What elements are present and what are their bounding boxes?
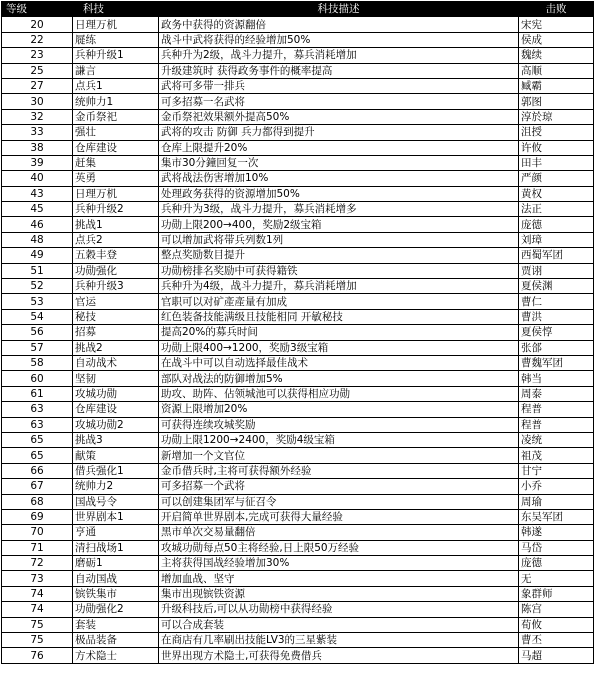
table-row <box>2 355 594 370</box>
header-description: 科技描述 <box>159 2 519 17</box>
level-cell: 54 <box>2 309 73 324</box>
level-cell: 75 <box>2 633 73 648</box>
level-cell: 58 <box>2 355 73 370</box>
defeat-cell: 庞德 <box>519 556 594 571</box>
level-cell: 74 <box>2 586 73 601</box>
description-cell: 在战斗中可以自动选择最佳战术 <box>159 355 519 370</box>
table-row <box>2 48 594 63</box>
defeat-cell: 曹丕 <box>519 633 594 648</box>
tech-name-cell: 兵种升级3 <box>73 279 159 294</box>
table-row <box>2 202 594 217</box>
level-cell: 56 <box>2 325 73 340</box>
table-row <box>2 479 594 494</box>
table-row <box>2 463 594 478</box>
description-cell: 兵种升为3级，战斗力提升，募兵消耗增多 <box>159 202 519 217</box>
level-cell: 72 <box>2 556 73 571</box>
defeat-cell: 韩遂 <box>519 525 594 540</box>
defeat-cell: 祖茂 <box>519 448 594 463</box>
tech-name-cell: 强壮 <box>73 125 159 140</box>
level-cell: 51 <box>2 263 73 278</box>
description-cell: 集市30分鐘回复一次 <box>159 155 519 170</box>
defeat-cell: 刘璋 <box>519 232 594 247</box>
description-cell: 部队对战法的防御增加5% <box>159 371 519 386</box>
defeat-cell: 贾诩 <box>519 263 594 278</box>
description-cell: 助攻、助阵、佔领城池可以获得相应功勋 <box>159 386 519 401</box>
defeat-cell: 严颜 <box>519 171 594 186</box>
description-cell: 金币祭祀效果额外提高50% <box>159 109 519 124</box>
table-row <box>2 279 594 294</box>
tech-name-cell: 仓库建设 <box>73 402 159 417</box>
description-cell: 世界出现方术隐士,可获得免费借兵 <box>159 648 519 663</box>
table-row <box>2 340 594 355</box>
table-row <box>2 402 594 417</box>
table-row <box>2 232 594 247</box>
description-cell: 可以合成套装 <box>159 617 519 632</box>
level-cell: 20 <box>2 17 73 32</box>
header-defeat: 击败 <box>519 2 594 17</box>
defeat-cell: 沮授 <box>519 125 594 140</box>
tech-name-cell: 招募 <box>73 325 159 340</box>
level-cell: 63 <box>2 417 73 432</box>
description-cell: 可多招募一个武将 <box>159 479 519 494</box>
tech-name-cell: 世界剧本1 <box>73 509 159 524</box>
description-cell: 可以增加武将带兵列数1列 <box>159 232 519 247</box>
tech-name-cell: 挑战2 <box>73 340 159 355</box>
tech-name-cell: 自动战术 <box>73 355 159 370</box>
defeat-cell: 夏侯渊 <box>519 279 594 294</box>
description-cell: 整点奖励数目提升 <box>159 248 519 263</box>
tech-name-cell: 统帅力2 <box>73 479 159 494</box>
level-cell: 70 <box>2 525 73 540</box>
tech-name-cell: 点兵1 <box>73 78 159 93</box>
level-cell: 39 <box>2 155 73 170</box>
table-body <box>2 17 594 663</box>
tech-name-cell: 挑战3 <box>73 432 159 447</box>
level-cell: 46 <box>2 217 73 232</box>
tech-name-cell: 方术隐士 <box>73 648 159 663</box>
tech-name-cell: 兵种升级1 <box>73 48 159 63</box>
table-row <box>2 386 594 401</box>
level-cell: 32 <box>2 109 73 124</box>
level-cell: 52 <box>2 279 73 294</box>
tech-name-cell: 赶集 <box>73 155 159 170</box>
defeat-cell: 庞德 <box>519 217 594 232</box>
tech-name-cell: 国战号令 <box>73 494 159 509</box>
level-cell: 60 <box>2 371 73 386</box>
defeat-cell: 宋宪 <box>519 17 594 32</box>
level-cell: 74 <box>2 602 73 617</box>
defeat-cell: 曹仁 <box>519 294 594 309</box>
table-row <box>2 171 594 186</box>
tech-name-cell: 日理万机 <box>73 17 159 32</box>
level-cell: 40 <box>2 171 73 186</box>
table-row <box>2 263 594 278</box>
table-row <box>2 78 594 93</box>
description-cell: 功勋榜排名奖励中可获得籍铁 <box>159 263 519 278</box>
level-cell: 66 <box>2 463 73 478</box>
table-row <box>2 371 594 386</box>
tech-name-cell: 攻城功勋2 <box>73 417 159 432</box>
level-cell: 67 <box>2 479 73 494</box>
defeat-cell: 高顺 <box>519 63 594 78</box>
defeat-cell: 程普 <box>519 402 594 417</box>
level-cell: 68 <box>2 494 73 509</box>
level-cell: 33 <box>2 125 73 140</box>
tech-name-cell: 功勋强化 <box>73 263 159 278</box>
table-row <box>2 32 594 47</box>
tech-table <box>1 1 594 664</box>
description-cell: 主将获得国战经验增加30% <box>159 556 519 571</box>
table-row <box>2 325 594 340</box>
tech-name-cell: 英勇 <box>73 171 159 186</box>
table-row <box>2 294 594 309</box>
table-row <box>2 633 594 648</box>
tech-name-cell: 挑战1 <box>73 217 159 232</box>
description-cell: 金币借兵时,主将可获得额外经验 <box>159 463 519 478</box>
level-cell: 27 <box>2 78 73 93</box>
defeat-cell: 东吴军团 <box>519 509 594 524</box>
table-row <box>2 509 594 524</box>
level-cell: 73 <box>2 571 73 586</box>
defeat-cell: 田丰 <box>519 155 594 170</box>
description-cell: 升级科技后,可以从功勋榜中获得经验 <box>159 602 519 617</box>
table-row <box>2 63 594 78</box>
table-row <box>2 525 594 540</box>
description-cell: 可以创建集团军与征召令 <box>159 494 519 509</box>
level-cell: 22 <box>2 32 73 47</box>
description-cell: 政务中获得的资源翻倍 <box>159 17 519 32</box>
table-row <box>2 125 594 140</box>
table-row <box>2 617 594 632</box>
level-cell: 53 <box>2 294 73 309</box>
header-tech: 科技 <box>73 2 159 17</box>
description-cell: 武将战法伤害增加10% <box>159 171 519 186</box>
description-cell: 兵种升为4级，战斗力提升，募兵消耗增加 <box>159 279 519 294</box>
tech-name-cell: 官运 <box>73 294 159 309</box>
table-row <box>2 417 594 432</box>
table-row <box>2 648 594 663</box>
tech-name-cell: 点兵2 <box>73 232 159 247</box>
description-cell: 功勋上限400→1200，奖励3级宝箱 <box>159 340 519 355</box>
defeat-cell: 马超 <box>519 648 594 663</box>
tech-name-cell: 极品装备 <box>73 633 159 648</box>
table-row <box>2 217 594 232</box>
table-row <box>2 17 594 32</box>
defeat-cell: 郭图 <box>519 94 594 109</box>
description-cell: 战斗中武将获得的经验增加50% <box>159 32 519 47</box>
level-cell: 30 <box>2 94 73 109</box>
table-row <box>2 432 594 447</box>
table-row <box>2 186 594 201</box>
table-row <box>2 109 594 124</box>
tech-name-cell: 统帅力1 <box>73 94 159 109</box>
level-cell: 23 <box>2 48 73 63</box>
defeat-cell: 张郃 <box>519 340 594 355</box>
description-cell: 增加血战、坚守 <box>159 571 519 586</box>
defeat-cell: 淳於琼 <box>519 109 594 124</box>
description-cell: 仓库上限提升20% <box>159 140 519 155</box>
tech-name-cell: 借兵强化1 <box>73 463 159 478</box>
level-cell: 65 <box>2 432 73 447</box>
tech-name-cell: 自动国战 <box>73 571 159 586</box>
defeat-cell: 韩当 <box>519 371 594 386</box>
tech-name-cell: 攻城功勋 <box>73 386 159 401</box>
description-cell: 攻城功勋每点50主将经验,日上限50万经验 <box>159 540 519 555</box>
description-cell: 官职可以对矿產產量有加成 <box>159 294 519 309</box>
table-row <box>2 94 594 109</box>
defeat-cell: 马岱 <box>519 540 594 555</box>
tech-name-cell: 镔铁集市 <box>73 586 159 601</box>
description-cell: 可获得连续攻城奖励 <box>159 417 519 432</box>
description-cell: 提高20%的募兵时间 <box>159 325 519 340</box>
description-cell: 在商店有几率刷出技能LV3的三星紫装 <box>159 633 519 648</box>
tech-name-cell: 献策 <box>73 448 159 463</box>
level-cell: 25 <box>2 63 73 78</box>
tech-name-cell: 秘技 <box>73 309 159 324</box>
tech-name-cell: 金币祭祀 <box>73 109 159 124</box>
table-row <box>2 248 594 263</box>
tech-name-cell: 坚韧 <box>73 371 159 386</box>
tech-name-cell: 五穀丰登 <box>73 248 159 263</box>
defeat-cell: 荀攸 <box>519 617 594 632</box>
defeat-cell: 甘宁 <box>519 463 594 478</box>
level-cell: 71 <box>2 540 73 555</box>
table-row <box>2 494 594 509</box>
description-cell: 武将可多带一排兵 <box>159 78 519 93</box>
level-cell: 45 <box>2 202 73 217</box>
table-row <box>2 602 594 617</box>
defeat-cell: 无 <box>519 571 594 586</box>
level-cell: 48 <box>2 232 73 247</box>
defeat-cell: 夏侯惇 <box>519 325 594 340</box>
defeat-cell: 臧霸 <box>519 78 594 93</box>
description-cell: 处理政务获得的资源增加50% <box>159 186 519 201</box>
table-row <box>2 571 594 586</box>
defeat-cell: 曹洪 <box>519 309 594 324</box>
defeat-cell: 侯成 <box>519 32 594 47</box>
level-cell: 63 <box>2 402 73 417</box>
level-cell: 76 <box>2 648 73 663</box>
tech-name-cell: 亨通 <box>73 525 159 540</box>
tech-name-cell: 兵种升级2 <box>73 202 159 217</box>
table-row <box>2 556 594 571</box>
description-cell: 红色装备技能满级且技能相同 开敏秘技 <box>159 309 519 324</box>
tech-name-cell: 功勋强化2 <box>73 602 159 617</box>
description-cell: 黑市单次交易量翻倍 <box>159 525 519 540</box>
defeat-cell: 凌统 <box>519 432 594 447</box>
table-row <box>2 586 594 601</box>
level-cell: 65 <box>2 448 73 463</box>
defeat-cell: 许攸 <box>519 140 594 155</box>
tech-name-cell: 清扫战场1 <box>73 540 159 555</box>
level-cell: 38 <box>2 140 73 155</box>
description-cell: 功勋上限200→400，奖励2级宝箱 <box>159 217 519 232</box>
defeat-cell: 周瑜 <box>519 494 594 509</box>
defeat-cell: 程普 <box>519 417 594 432</box>
description-cell: 兵种升为2级，战斗力提升，募兵消耗增加 <box>159 48 519 63</box>
description-cell: 新增加一个文官位 <box>159 448 519 463</box>
table-row <box>2 309 594 324</box>
description-cell: 资源上限增加20% <box>159 402 519 417</box>
tech-name-cell: 日理万机 <box>73 186 159 201</box>
description-cell: 武将的攻击 防御 兵力都得到提升 <box>159 125 519 140</box>
level-cell: 49 <box>2 248 73 263</box>
defeat-cell: 象群师 <box>519 586 594 601</box>
defeat-cell: 西蜀军团 <box>519 248 594 263</box>
table-row <box>2 448 594 463</box>
table-row <box>2 155 594 170</box>
header-row <box>2 2 594 17</box>
description-cell: 开启简单世界剧本,完成可获得大量经验 <box>159 509 519 524</box>
level-cell: 75 <box>2 617 73 632</box>
description-cell: 集市出现镔铁资源 <box>159 586 519 601</box>
defeat-cell: 曹魏军团 <box>519 355 594 370</box>
defeat-cell: 陈宫 <box>519 602 594 617</box>
description-cell: 功勋上限1200→2400，奖励4级宝箱 <box>159 432 519 447</box>
header-level: 等级 <box>2 2 73 17</box>
description-cell: 可多招募一名武将 <box>159 94 519 109</box>
tech-name-cell: 謙言 <box>73 63 159 78</box>
level-cell: 43 <box>2 186 73 201</box>
tech-name-cell: 套装 <box>73 617 159 632</box>
description-cell: 升级建筑时 获得政务事件的概率提高 <box>159 63 519 78</box>
level-cell: 57 <box>2 340 73 355</box>
tech-name-cell: 屣练 <box>73 32 159 47</box>
defeat-cell: 法正 <box>519 202 594 217</box>
defeat-cell: 周泰 <box>519 386 594 401</box>
table-row <box>2 540 594 555</box>
defeat-cell: 黄权 <box>519 186 594 201</box>
defeat-cell: 魏续 <box>519 48 594 63</box>
tech-name-cell: 磨砺1 <box>73 556 159 571</box>
table-row <box>2 140 594 155</box>
tech-name-cell: 仓库建设 <box>73 140 159 155</box>
defeat-cell: 小乔 <box>519 479 594 494</box>
level-cell: 69 <box>2 509 73 524</box>
level-cell: 61 <box>2 386 73 401</box>
